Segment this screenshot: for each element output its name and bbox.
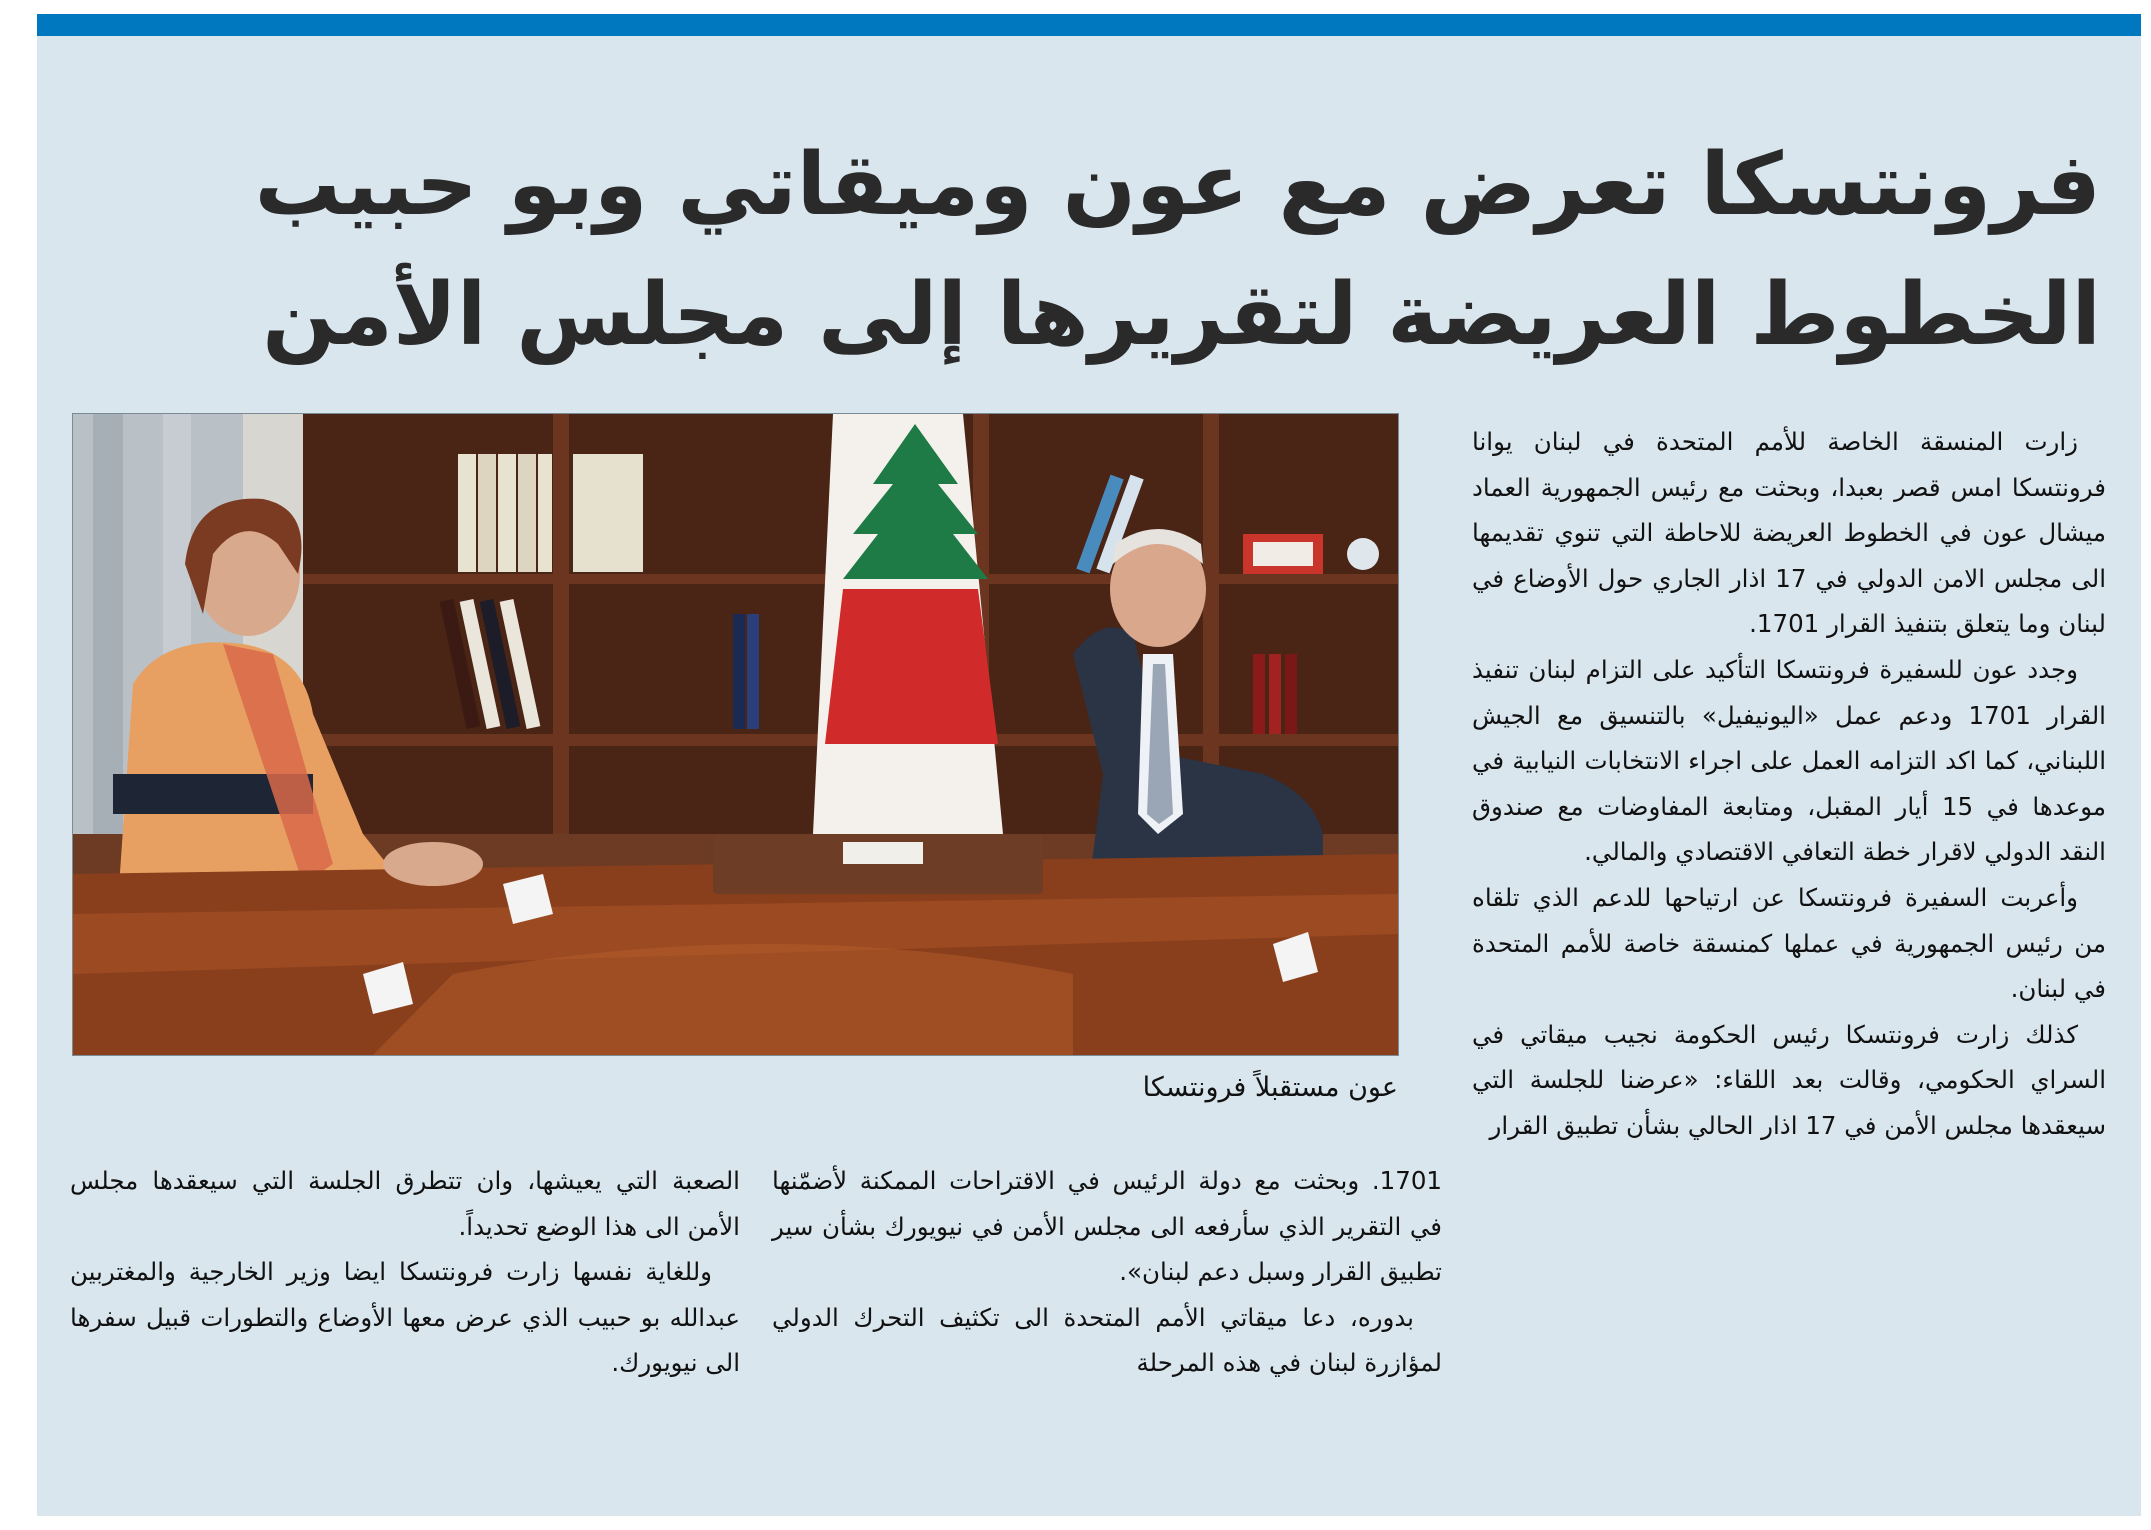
article-column-middle <box>772 1158 1442 1386</box>
top-color-bar <box>37 14 2141 36</box>
paragraph: كذلك زارت فرونتسكا رئيس الحكومة نجيب ميقاتي في السراي الحكومي، وقالت بعد اللقاء: «عرضنا للجلسة التي سيعقدها مجلس الأمن في 17 اذار الحالي بشأن تطبيق القرار <box>1472 1019 2106 1140</box>
paragraph: الصعبة التي يعيشها، وان تتطرق الجلسة التي سيعقدها مجلس الأمن الى هذا الوضع تحديداً. <box>70 1166 740 1241</box>
paragraph: 1701. وبحثت مع دولة الرئيس في الاقتراحات الممكنة لأضمّنها في التقرير الذي سأرفعه الى مجلس الأمن في نيويورك بشأن سير تطبيق القرار وسبل دعم لبنان». <box>772 1166 1442 1287</box>
paragraph: وأعربت السفيرة فرونتسكا عن ارتياحها للدعم الذي تلقاه من رئيس الجمهورية في عملها كمنسقة خاصة للأمم المتحدة في لبنان. <box>1472 882 2106 1004</box>
meeting-photo <box>73 414 1398 1055</box>
paragraph: وللغاية نفسها زارت فرونتسكا ايضا وزير الخارجية والمغتربين عبدالله بو حبيب الذي عرض معها الأوضاع والتطورات قبيل سفرها الى نيويورك. <box>70 1257 740 1378</box>
paragraph: بدوره، دعا ميقاتي الأمم المتحدة الى تكثيف التحرك الدولي لمؤازرة لبنان في هذه المرحلة <box>772 1302 1442 1378</box>
photo-caption: عون مستقبلاً فرونتسكا <box>1142 1072 1398 1103</box>
article <box>37 14 2141 1516</box>
paragraph: وجدد عون للسفيرة فرونتسكا التأكيد على التزام لبنان تنفيذ القرار 1701 ودعم عمل «اليونيفيل» بالتنسيق مع الجيش اللبناني، كما اكد التزامه العمل على اجراء الانتخابات النيابية في موعدها في 15 أيار المقبل، ومتابعة المفاوضات مع صندوق النقد الدولي لاقرار خطة التعافي الاقتصادي والمالي. <box>1472 654 2106 867</box>
article-column-left <box>70 1158 740 1386</box>
headline-line-2: الخطوط العريضة لتقريرها إلى مجلس الأمن <box>262 265 2101 365</box>
paragraph: زارت المنسقة الخاصة للأمم المتحدة في لبنان يوانا فرونتسكا امس قصر بعبدا، وبحثت مع رئيس الجمهورية العماد ميشال عون في الخطوط العريضة للاحاطة التي تنوي تقديمها الى مجلس الامن الدولي في 17 اذار الجاري حول الأوضاع في لبنان وما يتعلق بتنفيذ القرار 1701. <box>1472 427 2107 639</box>
article-column-right <box>1472 419 2106 1149</box>
headline-line-1: فرونتسكا تعرض مع عون وميقاتي وبو حبيب <box>254 135 2101 235</box>
